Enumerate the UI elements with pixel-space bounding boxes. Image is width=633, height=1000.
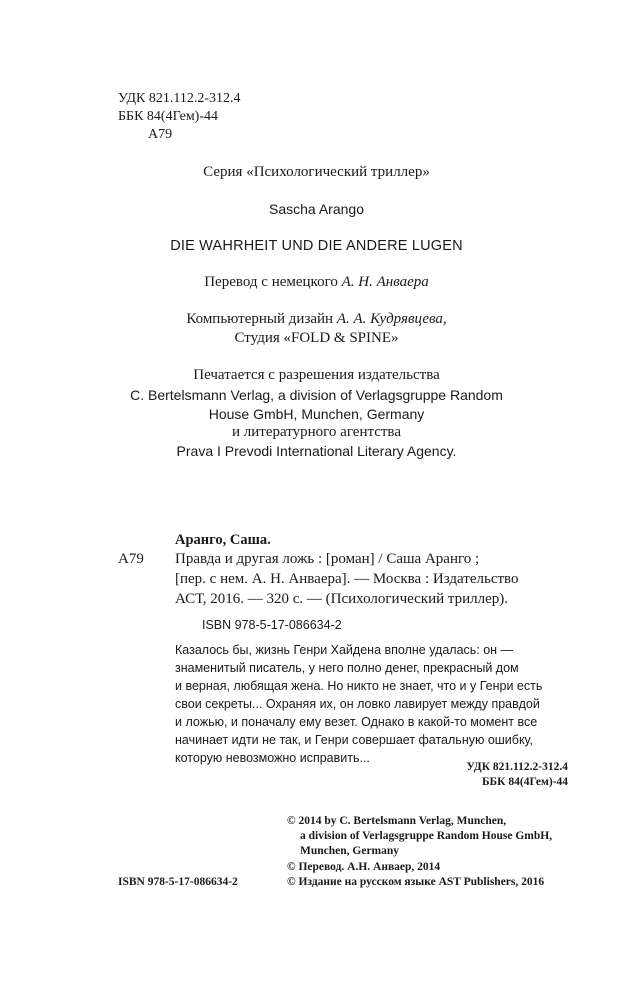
copyright-line-2: a division of Verlagsgruppe Random House GmbH, [300,830,553,842]
annotation-line: Казалось бы, жизнь Генри Хайдена вполне удалась: он — [175,643,514,657]
original-title: DIE WAHRHEIT UND DIE ANDERE LUGEN [170,238,463,254]
design-studio: Студия «FOLD & SPINE» [234,330,399,346]
catalog-line-3: АСТ, 2016. — 320 с. — (Психологический триллер). [175,591,509,607]
annotation-block [175,641,542,767]
design-prefix: Компьютерный дизайн [186,311,337,327]
bottom-isbn: ISBN 978-5-17-086634-2 [118,876,238,888]
copyright-line-5: © Издание на русском языке AST Publishers, 2016 [287,876,545,888]
annotation-line: и ложью, и поначалу ему везет. Однако в какой-то момент все [175,715,538,729]
designer-name: А. А. Кудрявцева, [336,311,447,327]
permission-line-5: Prava I Prevodi International Literary Agency. [176,443,457,459]
catalog-author: Аранго, Саша. [175,532,271,548]
annotation-bbk: ББК 84(4Гем)-44 [481,776,568,788]
translation-prefix: Перевод с немецкого [204,274,342,290]
catalog-isbn: ISBN 978-5-17-086634-2 [202,618,342,632]
permission-line-3: House GmbH, Munchen, Germany [208,406,425,422]
copyright-line-1: © 2014 by C. Bertelsmann Verlag, Munchen, [287,815,507,827]
copyright-line-4: © Перевод. А.Н. Анваер, 2014 [287,861,441,873]
udk-code: УДК 821.112.2-312.4 [118,91,241,106]
original-author: Sascha Arango [269,201,364,217]
translation-line [0,274,633,291]
annotation-line: и верная, любящая жена. Но никто не знает, что и у Генри есть [175,679,543,693]
permission-line-2: C. Bertelsmann Verlag, a division of Verlagsgruppe Random [130,387,503,403]
translator-name: А. Н. Анваера [341,274,429,290]
permission-line-1: Печатается с разрешения издательства [193,367,440,383]
series-line: Серия «Психологический триллер» [203,164,430,180]
author-sign-code: А79 [148,127,173,142]
annotation-line: начинает идти не так, и Генри совершает фатальную ошибку, [175,733,534,747]
catalog-line-1: Правда и другая ложь : [роман] / Саша Аранго ; [175,551,480,567]
copyright-line-3: Munchen, Germany [300,845,400,857]
annotation-line: свои секреты... Охраняя их, он ловко лавирует между правдой [175,697,540,711]
annotation-line: знаменитый писатель, у него полно денег, прекрасный дом [175,661,519,675]
annotation-udk: УДК 821.112.2-312.4 [466,761,568,773]
catalog-code: А79 [118,551,144,567]
annotation-line: которую невозможно исправить... [175,751,370,765]
catalog-line-2: [пер. с нем. А. Н. Анваера]. — Москва : Издательство [175,571,519,587]
permission-line-4: и литературного агентства [232,424,401,440]
bbk-code: ББК 84(4Гем)-44 [118,109,219,124]
design-line [0,311,633,328]
